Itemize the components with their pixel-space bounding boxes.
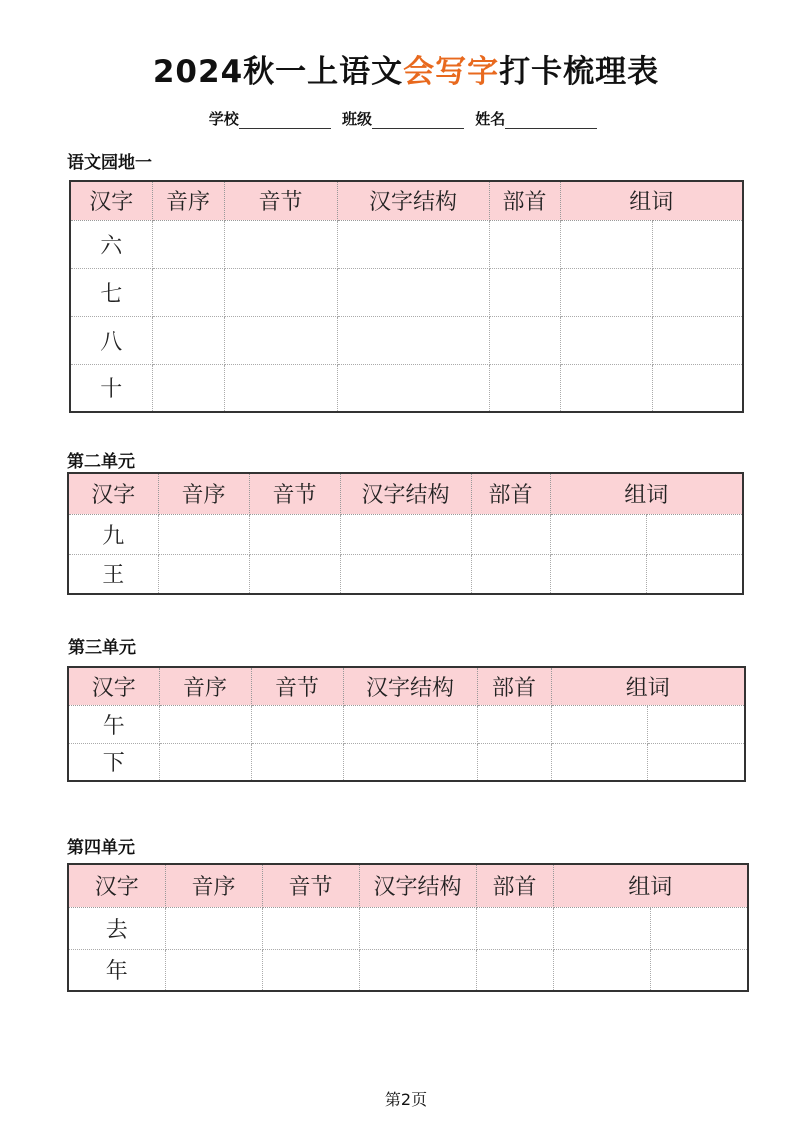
- header-char: 汉字: [68, 473, 158, 514]
- initial-cell[interactable]: [165, 949, 262, 991]
- radical-cell[interactable]: [477, 743, 551, 781]
- header-radical: 部首: [476, 864, 553, 907]
- header-radical: 部首: [477, 667, 551, 705]
- header-row: [68, 864, 748, 907]
- section-label: 语文园地一: [67, 153, 152, 173]
- radical-cell[interactable]: [471, 554, 550, 594]
- header-radical: 部首: [471, 473, 550, 514]
- header-structure: 汉字结构: [337, 181, 489, 220]
- syllable-cell[interactable]: [224, 316, 337, 364]
- section-label: 第二单元: [67, 452, 135, 472]
- header-char: 汉字: [68, 667, 159, 705]
- syllable-cell[interactable]: [224, 220, 337, 268]
- word-cell[interactable]: [647, 743, 745, 781]
- syllable-cell[interactable]: [262, 949, 359, 991]
- worksheet-table: [69, 180, 744, 413]
- word-cell[interactable]: [650, 907, 748, 949]
- header-words: 组词: [551, 667, 745, 705]
- header-words: 组词: [553, 864, 748, 907]
- student-info-line: [0, 108, 812, 129]
- table-row: [68, 949, 748, 991]
- table-row: [68, 705, 745, 743]
- structure-cell[interactable]: [337, 268, 489, 316]
- word-cell[interactable]: [560, 268, 652, 316]
- header-structure: 汉字结构: [343, 667, 477, 705]
- radical-cell[interactable]: [489, 220, 560, 268]
- char-cell: 午: [68, 705, 159, 743]
- structure-cell[interactable]: [359, 907, 476, 949]
- initial-cell[interactable]: [159, 705, 251, 743]
- header-words: 组词: [550, 473, 743, 514]
- word-cell[interactable]: [652, 268, 743, 316]
- structure-cell[interactable]: [343, 743, 477, 781]
- header-row: [68, 667, 745, 705]
- word-cell[interactable]: [550, 514, 646, 554]
- initial-cell[interactable]: [152, 316, 224, 364]
- page-number: 第2页: [384, 1090, 428, 1109]
- syllable-cell[interactable]: [224, 268, 337, 316]
- radical-cell[interactable]: [489, 364, 560, 412]
- word-cell[interactable]: [650, 949, 748, 991]
- header-syllable: 音节: [262, 864, 359, 907]
- word-cell[interactable]: [551, 705, 647, 743]
- table-row: [70, 364, 743, 412]
- word-cell[interactable]: [646, 514, 743, 554]
- radical-cell[interactable]: [476, 949, 553, 991]
- radical-cell[interactable]: [477, 705, 551, 743]
- section-label: 第四单元: [67, 838, 135, 858]
- table-row: [68, 554, 743, 594]
- header-initial: 音序: [159, 667, 251, 705]
- class-field[interactable]: [372, 114, 464, 129]
- syllable-cell[interactable]: [262, 907, 359, 949]
- table-row: [70, 268, 743, 316]
- char-cell: 王: [68, 554, 158, 594]
- worksheet-table: [67, 666, 746, 782]
- initial-cell[interactable]: [152, 268, 224, 316]
- header-structure: 汉字结构: [340, 473, 471, 514]
- table-row: [70, 220, 743, 268]
- worksheet-table: [67, 863, 749, 992]
- table-row: [68, 514, 743, 554]
- structure-cell[interactable]: [340, 554, 471, 594]
- header-words: 组词: [560, 181, 743, 220]
- name-field[interactable]: [505, 114, 597, 129]
- initial-cell[interactable]: [158, 514, 249, 554]
- structure-cell[interactable]: [337, 316, 489, 364]
- structure-cell[interactable]: [343, 705, 477, 743]
- word-cell[interactable]: [551, 743, 647, 781]
- syllable-cell[interactable]: [251, 743, 343, 781]
- syllable-cell[interactable]: [224, 364, 337, 412]
- header-row: [68, 473, 743, 514]
- char-cell: 年: [68, 949, 165, 991]
- table-row: [68, 907, 748, 949]
- char-cell: 八: [70, 316, 152, 364]
- syllable-cell[interactable]: [251, 705, 343, 743]
- structure-cell[interactable]: [359, 949, 476, 991]
- title-highlight: 会写字: [403, 54, 500, 90]
- char-cell: 去: [68, 907, 165, 949]
- radical-cell[interactable]: [471, 514, 550, 554]
- syllable-cell[interactable]: [249, 554, 340, 594]
- table-row: [70, 316, 743, 364]
- initial-cell[interactable]: [152, 364, 224, 412]
- word-cell[interactable]: [652, 364, 743, 412]
- word-cell[interactable]: [646, 554, 743, 594]
- word-cell[interactable]: [560, 364, 652, 412]
- title-prefix: 2024秋一上语文: [152, 54, 404, 90]
- char-cell: 九: [68, 514, 158, 554]
- word-cell[interactable]: [647, 705, 745, 743]
- initial-cell[interactable]: [165, 907, 262, 949]
- header-initial: 音序: [152, 181, 224, 220]
- syllable-cell[interactable]: [249, 514, 340, 554]
- word-cell[interactable]: [560, 316, 652, 364]
- structure-cell[interactable]: [337, 220, 489, 268]
- school-field[interactable]: [239, 114, 331, 129]
- radical-cell[interactable]: [489, 268, 560, 316]
- class-label: 班级: [341, 110, 372, 128]
- name-label: 姓名: [475, 110, 506, 128]
- word-cell[interactable]: [652, 220, 743, 268]
- header-radical: 部首: [489, 181, 560, 220]
- char-cell: 七: [70, 268, 152, 316]
- structure-cell[interactable]: [337, 364, 489, 412]
- char-cell: 下: [68, 743, 159, 781]
- school-label: 学校: [208, 110, 239, 128]
- header-structure: 汉字结构: [359, 864, 476, 907]
- worksheet-table: [67, 472, 744, 595]
- header-char: 汉字: [68, 864, 165, 907]
- header-row: [70, 181, 743, 220]
- page-title: [0, 46, 812, 91]
- header-syllable: 音节: [224, 181, 337, 220]
- table-row: [68, 743, 745, 781]
- structure-cell[interactable]: [340, 514, 471, 554]
- radical-cell[interactable]: [489, 316, 560, 364]
- header-initial: 音序: [165, 864, 262, 907]
- header-syllable: 音节: [249, 473, 340, 514]
- char-cell: 十: [70, 364, 152, 412]
- word-cell[interactable]: [553, 949, 650, 991]
- title-suffix: 打卡梳理表: [499, 54, 660, 90]
- word-cell[interactable]: [550, 554, 646, 594]
- initial-cell[interactable]: [158, 554, 249, 594]
- radical-cell[interactable]: [476, 907, 553, 949]
- section-label: 第三单元: [68, 638, 136, 658]
- header-char: 汉字: [70, 181, 152, 220]
- header-initial: 音序: [158, 473, 249, 514]
- char-cell: 六: [70, 220, 152, 268]
- header-syllable: 音节: [251, 667, 343, 705]
- word-cell[interactable]: [553, 907, 650, 949]
- word-cell[interactable]: [652, 316, 743, 364]
- initial-cell[interactable]: [152, 220, 224, 268]
- word-cell[interactable]: [560, 220, 652, 268]
- initial-cell[interactable]: [159, 743, 251, 781]
